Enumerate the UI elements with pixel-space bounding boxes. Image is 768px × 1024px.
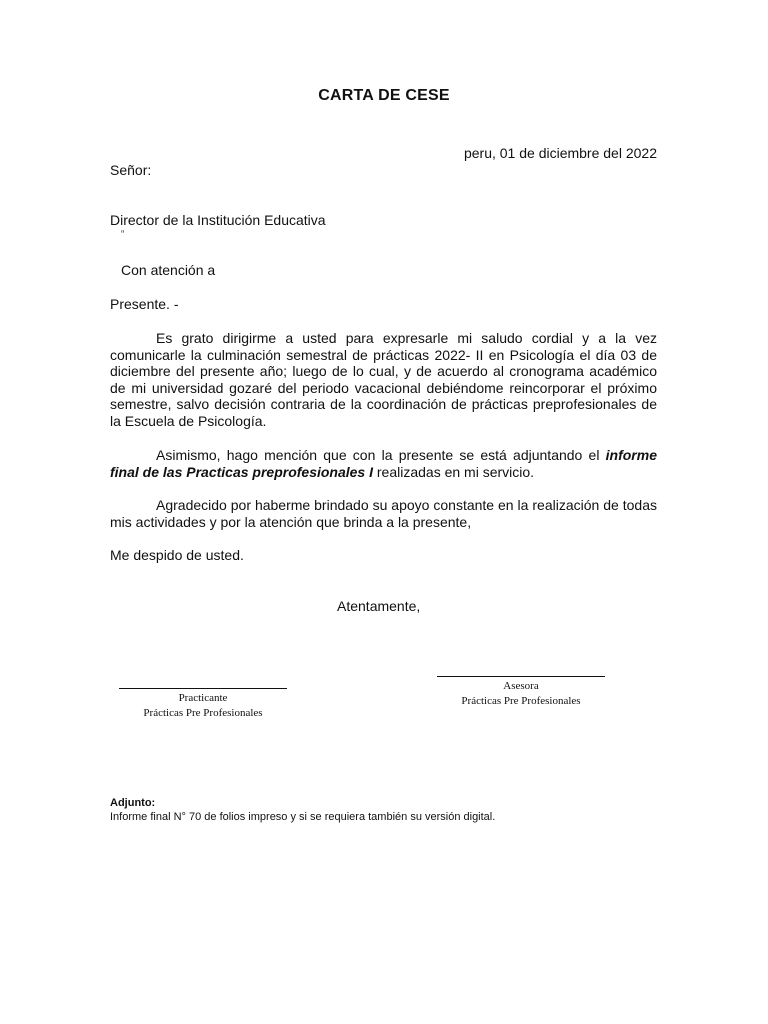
signature-program: Prácticas Pre Profesionales: [461, 695, 581, 707]
signature-asesora: [437, 676, 605, 709]
signature-line: [437, 676, 605, 677]
signature-line: [119, 688, 287, 689]
date-line: peru, 01 de diciembre del 2022: [463, 145, 657, 161]
letter-title: CARTA DE CESE: [318, 87, 450, 104]
presente-line: Presente. -: [110, 296, 179, 312]
paragraph-2: [110, 447, 657, 480]
paragraph-2-text-end: realizadas en mi servicio.: [373, 463, 535, 480]
closing: Atentamente,: [337, 598, 421, 614]
signature-role: Asesora: [503, 680, 539, 692]
paragraph-1: [110, 330, 657, 430]
paragraph-2-emphasis: informe final de las Practicas preprofesionales I: [110, 447, 657, 480]
farewell: Me despido de usted.: [110, 547, 244, 563]
paragraph-3: [110, 497, 657, 530]
recipient-mark: “: [121, 229, 125, 240]
paragraph-3-text: Agradecido por haberme brindado su apoyo constante en la realización de todas mis actividades y por la atención que brinda a la presente,: [110, 497, 657, 530]
attachment-text: Informe final N° 70 de folios impreso y si se requiera también su versión digital.: [110, 811, 496, 823]
attention-line: Con atención a: [121, 262, 216, 278]
salutation: Señor:: [110, 162, 152, 178]
paragraph-1-text: Es grato dirigirme a usted para expresarle mi saludo cordial y a la vez comunicarle la culminación semestral de prácticas 2022- II en Psicología el día 03 de diciembre del presente año; luego de lo cual, y de acuerdo al cronograma académico de mi universidad gozaré del periodo vacacional debiéndome reincorporar el próximo semestre, salvo decisión contraria de la coordinación de prácticas preprofesionales de la Escuela de Psicología.: [110, 330, 657, 429]
signature-practicante: [119, 688, 287, 721]
recipient: Director de la Institución Educativa: [110, 212, 326, 228]
signature-program: Prácticas Pre Profesionales: [143, 707, 263, 719]
paragraph-2-text-start: Asimismo, hago mención que con la presente se está adjuntando el: [156, 447, 606, 463]
signature-role: Practicante: [178, 692, 228, 704]
attachment-label: Adjunto:: [110, 797, 156, 809]
